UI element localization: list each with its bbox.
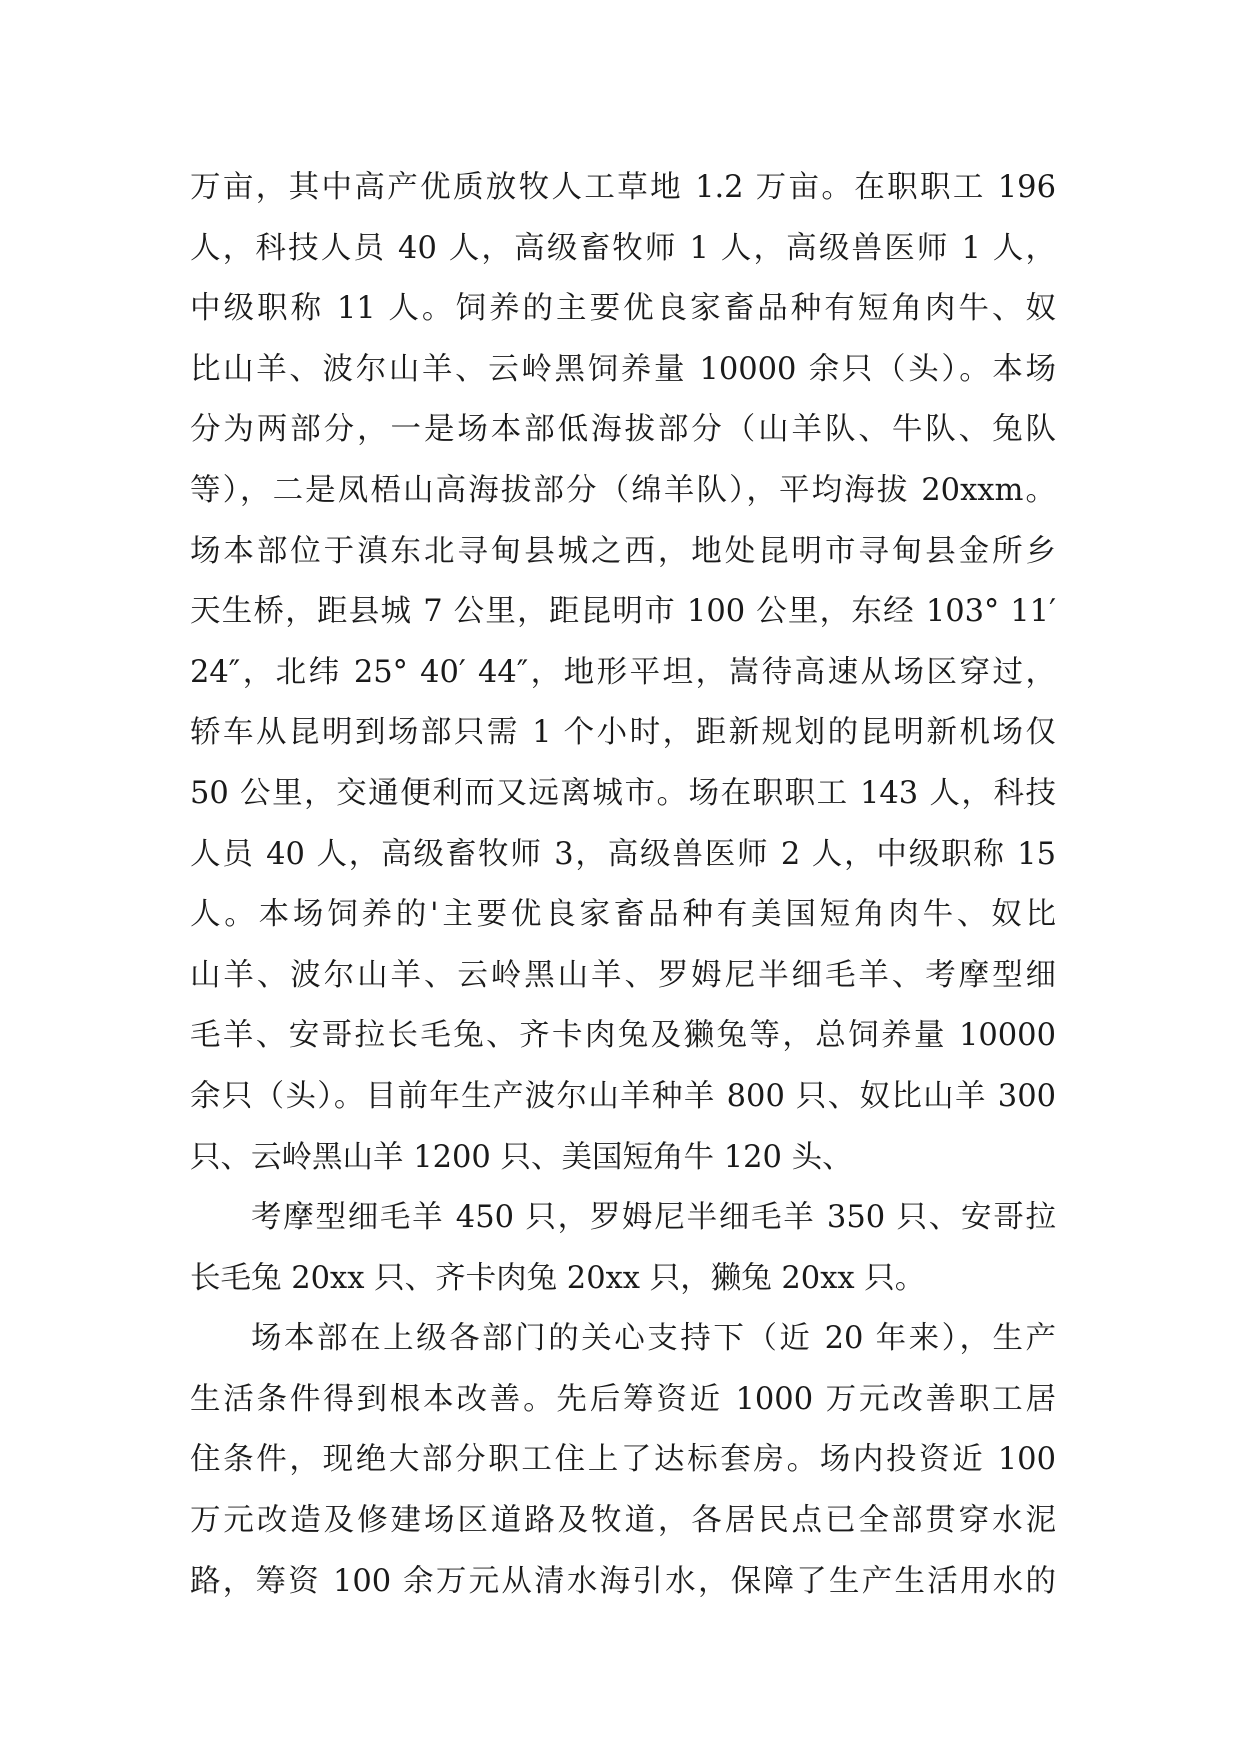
paragraph-3 — [190, 1309, 1056, 1612]
text-line: 万亩，其中高产优质放牧人工草地 1.2 万亩。在职职工 196 — [190, 170, 1056, 205]
text-line: 只、云岭黑山羊 1200 只、美国短角牛 120 头、 — [190, 1139, 853, 1175]
text-line: 等），二是凤梧山高海拔部分（绵羊队），平均海拔 20xxm。 — [190, 472, 1056, 508]
text-line: 场本部在上级各部门的关心支持下（近 20 年来），生产 — [251, 1321, 1056, 1357]
text-line: 山羊、波尔山羊、云岭黑山羊、罗姆尼半细毛羊、考摩型细 — [190, 957, 1056, 993]
text-line: 万元改造及修建场区道路及牧道，各居民点已全部贯穿水泥 — [190, 1503, 1056, 1539]
text-line: 长毛兔 20xx 只、齐卡肉兔 20xx 只，獭兔 20xx 只。 — [190, 1260, 926, 1296]
text-line: 生活条件得到根本改善。先后筹资近 1000 万元改善职工居 — [190, 1381, 1056, 1417]
text-line: 路，筹资 100 余万元从清水海引水，保障了生产生活用水的 — [190, 1563, 1056, 1599]
paragraph-1 — [190, 158, 1056, 1188]
text-line: 人，科技人员 40 人，高级畜牧师 1 人，高级兽医师 1 人， — [190, 230, 1056, 266]
text-line: 住条件，现绝大部分职工住上了达标套房。场内投资近 100 — [190, 1442, 1056, 1478]
text-line: 24″，北纬 25° 40′ 44″，地形平坦，嵩待高速从场区穿过， — [190, 654, 1056, 690]
text-line: 人。本场饲养的'主要优良家畜品种有美国短角肉牛、奴比 — [190, 897, 1056, 933]
text-line: 考摩型细毛羊 450 只，罗姆尼半细毛羊 350 只、安哥拉 — [251, 1200, 1056, 1236]
text-line: 天生桥，距县城 7 公里，距昆明市 100 公里，东经 103° 11′ — [190, 594, 1056, 630]
document-body — [190, 158, 1056, 1612]
text-line: 人员 40 人，高级畜牧师 3，高级兽医师 2 人，中级职称 15 — [190, 836, 1056, 872]
text-line: 中级职称 11 人。饲养的主要优良家畜品种有短角肉牛、奴 — [190, 291, 1056, 327]
text-line: 余只（头）。目前年生产波尔山羊种羊 800 只、奴比山羊 300 — [190, 1078, 1056, 1114]
paragraph-2 — [190, 1188, 1056, 1309]
text-line: 毛羊、安哥拉长毛兔、齐卡肉兔及獭兔等，总饲养量 10000 — [190, 1018, 1056, 1054]
text-line: 分为两部分，一是场本部低海拔部分（山羊队、牛队、兔队 — [190, 412, 1056, 448]
text-line: 比山羊、波尔山羊、云岭黑饲养量 10000 余只（头）。本场 — [190, 351, 1056, 387]
text-line: 轿车从昆明到场部只需 1 个小时，距新规划的昆明新机场仅 — [190, 715, 1056, 751]
text-line: 场本部位于滇东北寻甸县城之西，地处昆明市寻甸县金所乡 — [190, 533, 1056, 569]
text-line: 50 公里，交通便利而又远离城市。场在职职工 143 人，科技 — [190, 775, 1056, 811]
